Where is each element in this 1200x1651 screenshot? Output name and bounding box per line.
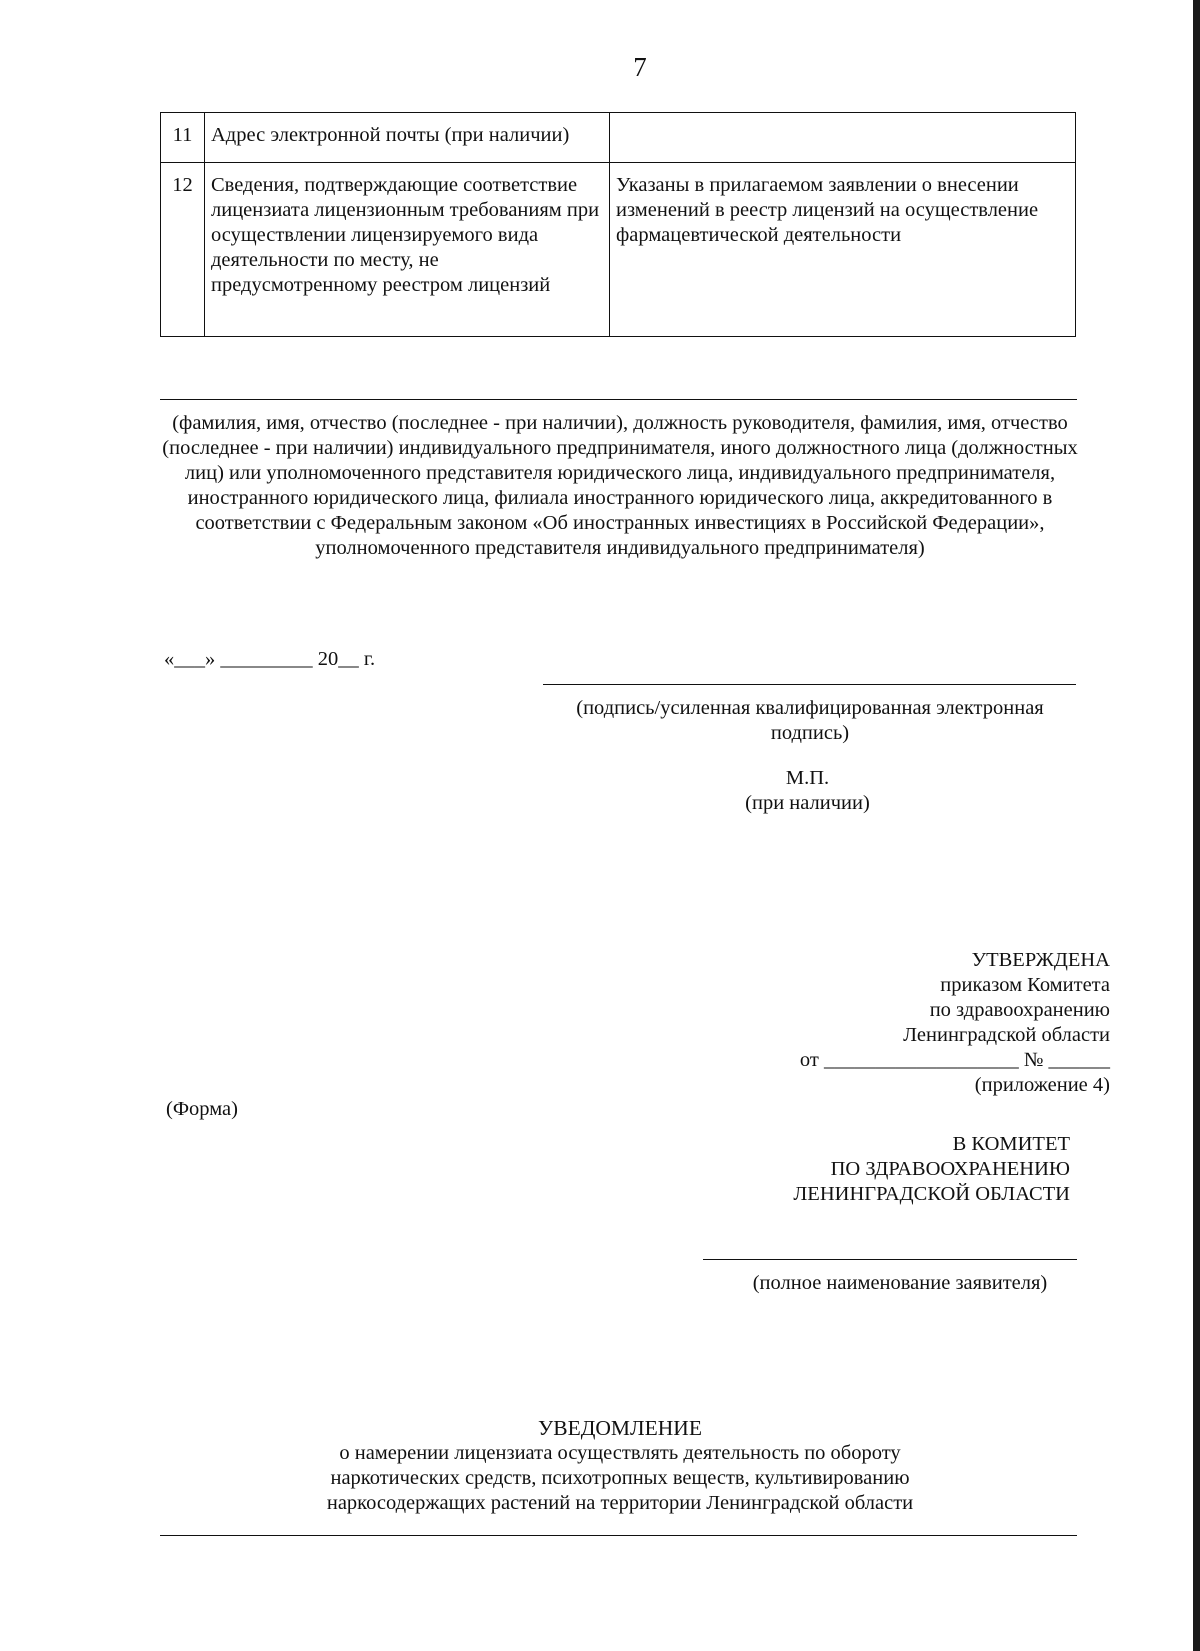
notice-block xyxy=(260,1416,980,1516)
notice-title: УВЕДОМЛЕНИЕ xyxy=(538,1416,702,1440)
scan-edge xyxy=(1193,0,1200,1651)
approval-line: Ленинградской области xyxy=(903,1024,1110,1046)
signature-line xyxy=(543,684,1076,685)
row-label: Сведения, подтверждающие соответствие лицензиата лицензионным требованиям при осуществлении лицензируемого вида деятельности по месту, не предусмотренному реестром лицензий xyxy=(205,163,610,337)
signatory-line xyxy=(160,399,1077,400)
approval-order-line: от ___________________ № ______ xyxy=(799,1049,1110,1071)
row-value xyxy=(610,113,1076,163)
form-label: (Форма) xyxy=(166,1098,238,1120)
signatory-caption: (фамилия, имя, отчество (последнее - при наличии), должность руководителя, фамилия, имя, отчество (последнее - при наличии) индивидуального предпринимателя, иного должностного лица (должностных лиц) или уполномоченного представителя юридического лица, индивидуального предпринимателя, иностранного юридического лица, филиала иностранного юридического лица, аккредитованного в соответствии с Федеральным законом «Об иностранных инвестициях в Российской Федерации», уполномоченного представителя индивидуального предпринимателя) xyxy=(162,412,1078,559)
row-label: Адрес электронной почты (при наличии) xyxy=(205,113,610,163)
approval-line: приказом Комитета xyxy=(940,974,1110,996)
addressee-line: В КОМИТЕТ xyxy=(952,1133,1070,1155)
applicant-line xyxy=(703,1259,1077,1260)
row-value: Указаны в прилагаемом заявлении о внесении изменений в реестр лицензий на осуществление фармацевтической деятельности xyxy=(610,163,1076,337)
notice-line: о намерении лицензиата осуществлять деятельность по обороту xyxy=(339,1442,901,1464)
addressee-block xyxy=(793,1132,1070,1207)
stamp-label: М.П. xyxy=(785,767,830,789)
stamp-block xyxy=(700,766,915,816)
approval-appendix: (приложение 4) xyxy=(974,1074,1110,1096)
table-row xyxy=(161,113,1076,163)
applicant-caption: (полное наименование заявителя) xyxy=(752,1272,1048,1294)
date-field: «___» _________ 20__ г. xyxy=(164,648,376,670)
notice-underline xyxy=(160,1535,1077,1536)
page-number: 7 xyxy=(633,52,647,82)
approval-line: по здравоохранению xyxy=(929,999,1110,1021)
addressee-line: ЛЕНИНГРАДСКОЙ ОБЛАСТИ xyxy=(793,1183,1070,1205)
addressee-line: ПО ЗДРАВООХРАНЕНИЮ xyxy=(830,1158,1070,1180)
approval-title: УТВЕРЖДЕНА xyxy=(971,949,1110,971)
approval-block xyxy=(800,948,1110,1098)
table-row xyxy=(161,163,1076,337)
row-number: 11 xyxy=(161,113,205,163)
signature-caption: (подпись/усиленная квалифицированная электронная подпись) xyxy=(576,697,1044,744)
stamp-note: (при наличии) xyxy=(745,792,870,814)
row-number: 12 xyxy=(161,163,205,337)
notice-line: наркотических средств, психотропных веществ, культивированию xyxy=(330,1467,910,1489)
info-table xyxy=(160,112,1076,337)
notice-line: наркосодержащих растений на территории Ленинградской области xyxy=(326,1492,914,1514)
